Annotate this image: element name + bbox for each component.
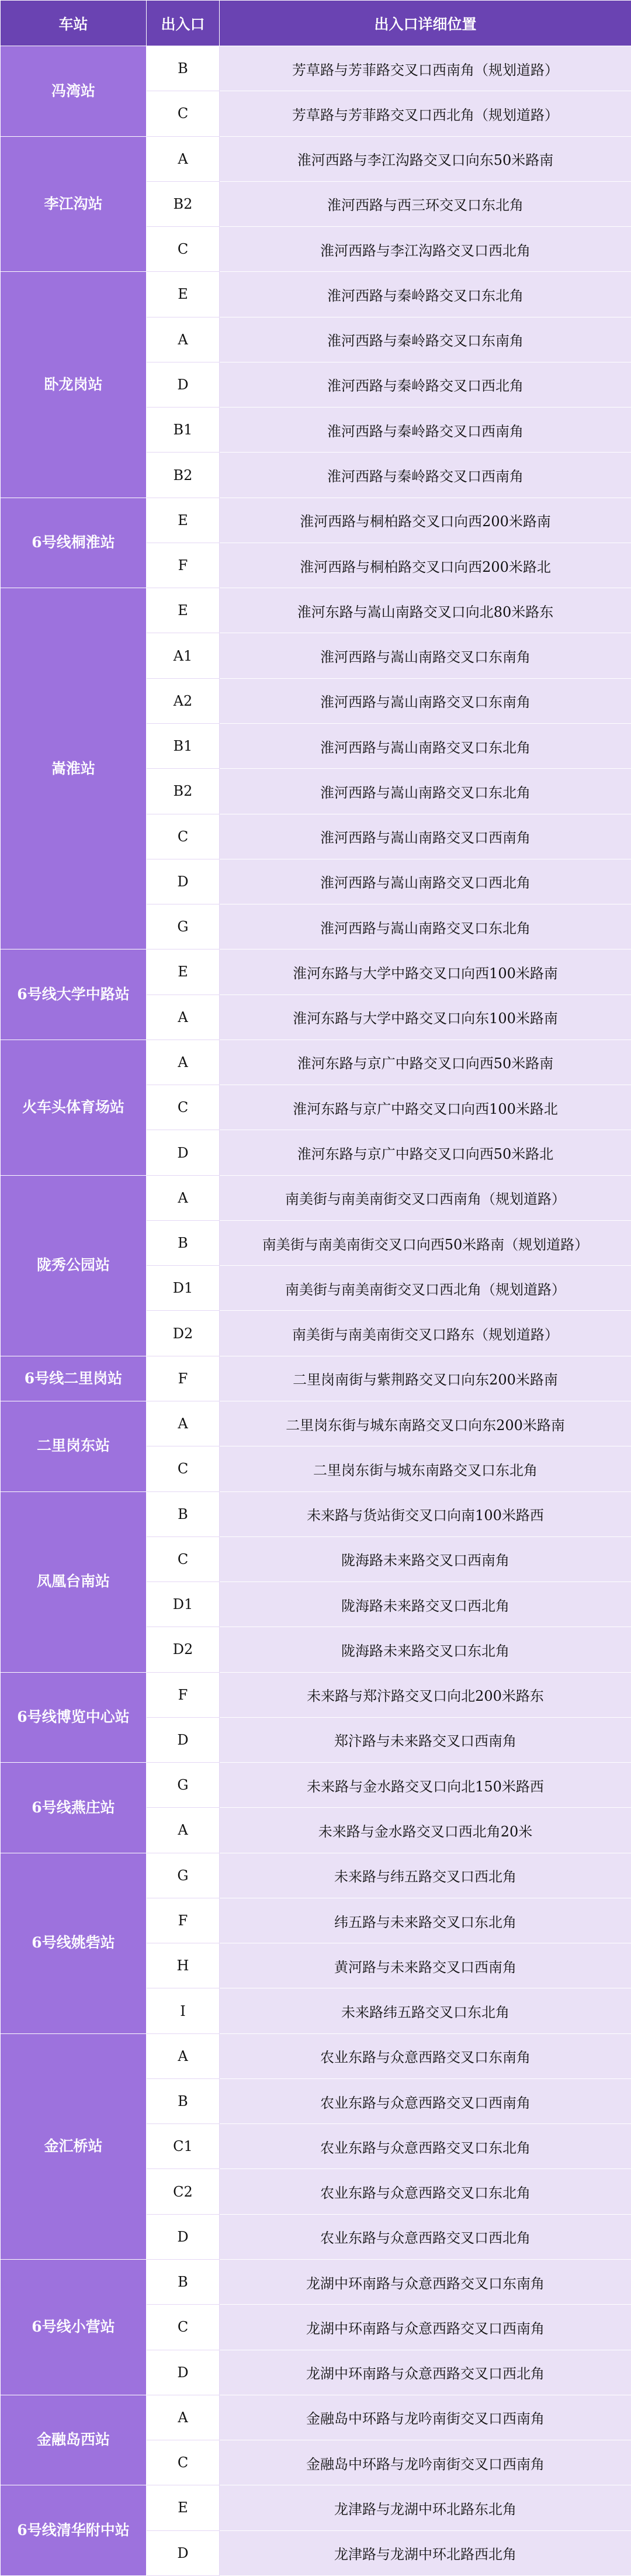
exit-location: 龙湖中环南路与众意西路交叉口东南角 <box>220 2260 631 2305</box>
exit-location: 淮河西路与李江沟路交叉口西北角 <box>220 227 631 272</box>
table-header-row <box>1 1 631 46</box>
exit-location: 淮河东路与大学中路交叉口向西100米路南 <box>220 949 631 995</box>
exit-location: 淮河西路与李江沟路交叉口向东50米路南 <box>220 136 631 181</box>
exit-id: A <box>147 1175 220 1220</box>
exit-location: 龙津路与龙湖中环北路西北角 <box>220 2530 631 2575</box>
exit-id: A <box>147 1040 220 1085</box>
exit-id: A <box>147 317 220 362</box>
station-name: 陇秀公园站 <box>1 1175 147 1356</box>
exit-location: 淮河东路与大学中路交叉口向东100米路南 <box>220 995 631 1040</box>
exit-location: 未来路与纬五路交叉口西北角 <box>220 1853 631 1898</box>
table-row <box>1 1175 631 1220</box>
exit-location: 淮河西路与桐柏路交叉口向西200米路南 <box>220 498 631 543</box>
exit-id: B <box>147 1220 220 1265</box>
exit-id: D2 <box>147 1627 220 1672</box>
exit-location: 淮河西路与桐柏路交叉口向西200米路北 <box>220 543 631 588</box>
exit-location: 农业东路与众意西路交叉口东北角 <box>220 2169 631 2214</box>
table-row <box>1 1356 631 1401</box>
exit-location: 淮河西路与嵩山南路交叉口西北角 <box>220 859 631 904</box>
table-row <box>1 1853 631 1898</box>
exit-id: G <box>147 1853 220 1898</box>
exit-id: B2 <box>147 181 220 226</box>
exit-location: 南美街与南美南街交叉口向西50米路南（规划道路） <box>220 1220 631 1265</box>
exit-location: 未来路与金水路交叉口西北角20米 <box>220 1808 631 1853</box>
exit-id: A2 <box>147 678 220 723</box>
exit-id: B <box>147 1491 220 1536</box>
station-name: 6号线燕庄站 <box>1 1763 147 1853</box>
exit-id: C <box>147 1446 220 1491</box>
exit-id: E <box>147 2485 220 2530</box>
exit-id: D <box>147 859 220 904</box>
exit-id: A <box>147 2395 220 2440</box>
exit-id: D <box>147 362 220 407</box>
station-name: 嵩淮站 <box>1 588 147 949</box>
exit-id: B <box>147 2078 220 2123</box>
exit-id: F <box>147 1356 220 1401</box>
exit-location: 南美街与南美南街交叉口西南角（规划道路） <box>220 1175 631 1220</box>
table-row <box>1 2395 631 2440</box>
exit-id: G <box>147 1763 220 1808</box>
exit-id: C <box>147 2305 220 2350</box>
exit-id: F <box>147 1898 220 1943</box>
exit-location: 郑汴路与未来路交叉口西南角 <box>220 1717 631 1762</box>
exit-location: 黄河路与未来路交叉口西南角 <box>220 1943 631 1988</box>
exit-location: 南美街与南美南街交叉口路东（规划道路） <box>220 1311 631 1356</box>
exit-id: B1 <box>147 723 220 768</box>
exit-id: D2 <box>147 1311 220 1356</box>
exit-id: G <box>147 904 220 949</box>
exit-location: 淮河东路与京广中路交叉口向西100米路北 <box>220 1085 631 1130</box>
exit-location: 陇海路未来路交叉口东北角 <box>220 1627 631 1672</box>
station-name: 6号线清华附中站 <box>1 2485 147 2576</box>
table-row <box>1 136 631 181</box>
exit-id: I <box>147 1988 220 2033</box>
exit-id: E <box>147 949 220 995</box>
exit-location: 淮河西路与秦岭路交叉口西北角 <box>220 362 631 407</box>
exit-id: D <box>147 1717 220 1762</box>
station-name: 卧龙岗站 <box>1 272 147 498</box>
exit-id: C <box>147 91 220 136</box>
exit-id: C1 <box>147 2124 220 2169</box>
station-name: 李江沟站 <box>1 136 147 272</box>
exit-location: 金融岛中环路与龙吟南街交叉口西南角 <box>220 2395 631 2440</box>
table-row <box>1 2033 631 2078</box>
table-row <box>1 498 631 543</box>
exit-location: 淮河西路与嵩山南路交叉口东南角 <box>220 633 631 678</box>
table-row <box>1 588 631 633</box>
header-station: 车站 <box>1 1 147 46</box>
exit-location: 龙湖中环南路与众意西路交叉口西南角 <box>220 2305 631 2350</box>
exit-id: A <box>147 2033 220 2078</box>
exit-location: 南美街与南美南街交叉口西北角（规划道路） <box>220 1266 631 1311</box>
exit-location: 龙湖中环南路与众意西路交叉口西北角 <box>220 2350 631 2395</box>
station-name: 冯湾站 <box>1 46 147 137</box>
exit-location: 芳草路与芳菲路交叉口西南角（规划道路） <box>220 46 631 91</box>
table-row <box>1 1040 631 1085</box>
exit-id: F <box>147 1672 220 1717</box>
exit-id: D1 <box>147 1582 220 1627</box>
exit-location: 淮河西路与秦岭路交叉口东南角 <box>220 317 631 362</box>
station-name: 6号线桐淮站 <box>1 498 147 588</box>
exit-id: B <box>147 2260 220 2305</box>
exit-id: C <box>147 2440 220 2485</box>
exit-location: 淮河东路与京广中路交叉口向西50米路南 <box>220 1040 631 1085</box>
exit-location: 淮河西路与秦岭路交叉口东北角 <box>220 272 631 317</box>
exit-location: 未来路与郑汴路交叉口向北200米路东 <box>220 1672 631 1717</box>
exit-location: 二里岗东街与城东南路交叉口向东200米路南 <box>220 1401 631 1446</box>
exit-id: C <box>147 814 220 859</box>
exit-id: E <box>147 498 220 543</box>
table-row <box>1 2260 631 2305</box>
exit-location: 淮河西路与秦岭路交叉口西南角 <box>220 408 631 453</box>
exit-location: 龙津路与龙湖中环北路东北角 <box>220 2485 631 2530</box>
exit-location: 二里岗东街与城东南路交叉口东北角 <box>220 1446 631 1491</box>
exit-location: 未来路纬五路交叉口东北角 <box>220 1988 631 2033</box>
exit-location: 淮河西路与嵩山南路交叉口东北角 <box>220 904 631 949</box>
exit-id: F <box>147 543 220 588</box>
exit-id: B2 <box>147 769 220 814</box>
exit-location: 淮河西路与西三环交叉口东北角 <box>220 181 631 226</box>
exit-location: 淮河西路与嵩山南路交叉口东北角 <box>220 769 631 814</box>
station-name: 金融岛西站 <box>1 2395 147 2485</box>
exit-id: A <box>147 995 220 1040</box>
station-name: 6号线小营站 <box>1 2260 147 2395</box>
exit-location: 淮河东路与京广中路交叉口向西50米路北 <box>220 1130 631 1175</box>
exit-location: 纬五路与未来路交叉口东北角 <box>220 1898 631 1943</box>
table-row <box>1 2485 631 2530</box>
exit-location: 陇海路未来路交叉口西南角 <box>220 1536 631 1581</box>
exit-id: B1 <box>147 408 220 453</box>
station-name: 二里岗东站 <box>1 1401 147 1491</box>
exit-id: E <box>147 588 220 633</box>
table-body <box>1 46 631 2576</box>
table-row <box>1 1401 631 1446</box>
table-row <box>1 1672 631 1717</box>
exit-location: 二里岗南街与紫荆路交叉口向东200米路南 <box>220 1356 631 1401</box>
exit-location: 未来路与金水路交叉口向北150米路西 <box>220 1763 631 1808</box>
station-name: 6号线姚砦站 <box>1 1853 147 2033</box>
station-name: 6号线二里岗站 <box>1 1356 147 1401</box>
exit-id: H <box>147 1943 220 1988</box>
exit-location: 淮河西路与秦岭路交叉口西南角 <box>220 453 631 498</box>
station-name: 凤凰台南站 <box>1 1491 147 1672</box>
station-name: 火车头体育场站 <box>1 1040 147 1175</box>
exit-id: A <box>147 1401 220 1446</box>
station-name: 金汇桥站 <box>1 2033 147 2259</box>
exit-location: 农业东路与众意西路交叉口东南角 <box>220 2033 631 2078</box>
exit-location: 淮河西路与嵩山南路交叉口东南角 <box>220 678 631 723</box>
exit-id: A1 <box>147 633 220 678</box>
table-row <box>1 1491 631 1536</box>
exit-location: 未来路与货站街交叉口向南100米路西 <box>220 1491 631 1536</box>
exit-location: 淮河西路与嵩山南路交叉口西南角 <box>220 814 631 859</box>
exit-id: C <box>147 227 220 272</box>
exit-id: C <box>147 1536 220 1581</box>
header-location: 出入口详细位置 <box>220 1 631 46</box>
table-row <box>1 1763 631 1808</box>
exit-location: 农业东路与众意西路交叉口西北角 <box>220 2214 631 2259</box>
exit-id: D1 <box>147 1266 220 1311</box>
table-row <box>1 272 631 317</box>
exit-location: 芳草路与芳菲路交叉口西北角（规划道路） <box>220 91 631 136</box>
exit-id: E <box>147 272 220 317</box>
table-row <box>1 949 631 995</box>
exit-location: 陇海路未来路交叉口西北角 <box>220 1582 631 1627</box>
exit-location: 淮河东路与嵩山南路交叉口向北80米路东 <box>220 588 631 633</box>
table-row <box>1 46 631 91</box>
station-name: 6号线博览中心站 <box>1 1672 147 1763</box>
exit-id: A <box>147 1808 220 1853</box>
exit-id: D <box>147 2530 220 2575</box>
exit-location: 农业东路与众意西路交叉口西南角 <box>220 2078 631 2123</box>
exit-location: 金融岛中环路与龙吟南街交叉口西南角 <box>220 2440 631 2485</box>
exit-id: B <box>147 46 220 91</box>
exit-location: 淮河西路与嵩山南路交叉口东北角 <box>220 723 631 768</box>
exit-id: A <box>147 136 220 181</box>
station-name: 6号线大学中路站 <box>1 949 147 1040</box>
exit-id: D <box>147 2214 220 2259</box>
exit-id: D <box>147 1130 220 1175</box>
exit-location: 农业东路与众意西路交叉口东北角 <box>220 2124 631 2169</box>
exit-id: B2 <box>147 453 220 498</box>
exit-id: C2 <box>147 2169 220 2214</box>
exit-id: D <box>147 2350 220 2395</box>
exit-id: C <box>147 1085 220 1130</box>
header-exit: 出入口 <box>147 1 220 46</box>
